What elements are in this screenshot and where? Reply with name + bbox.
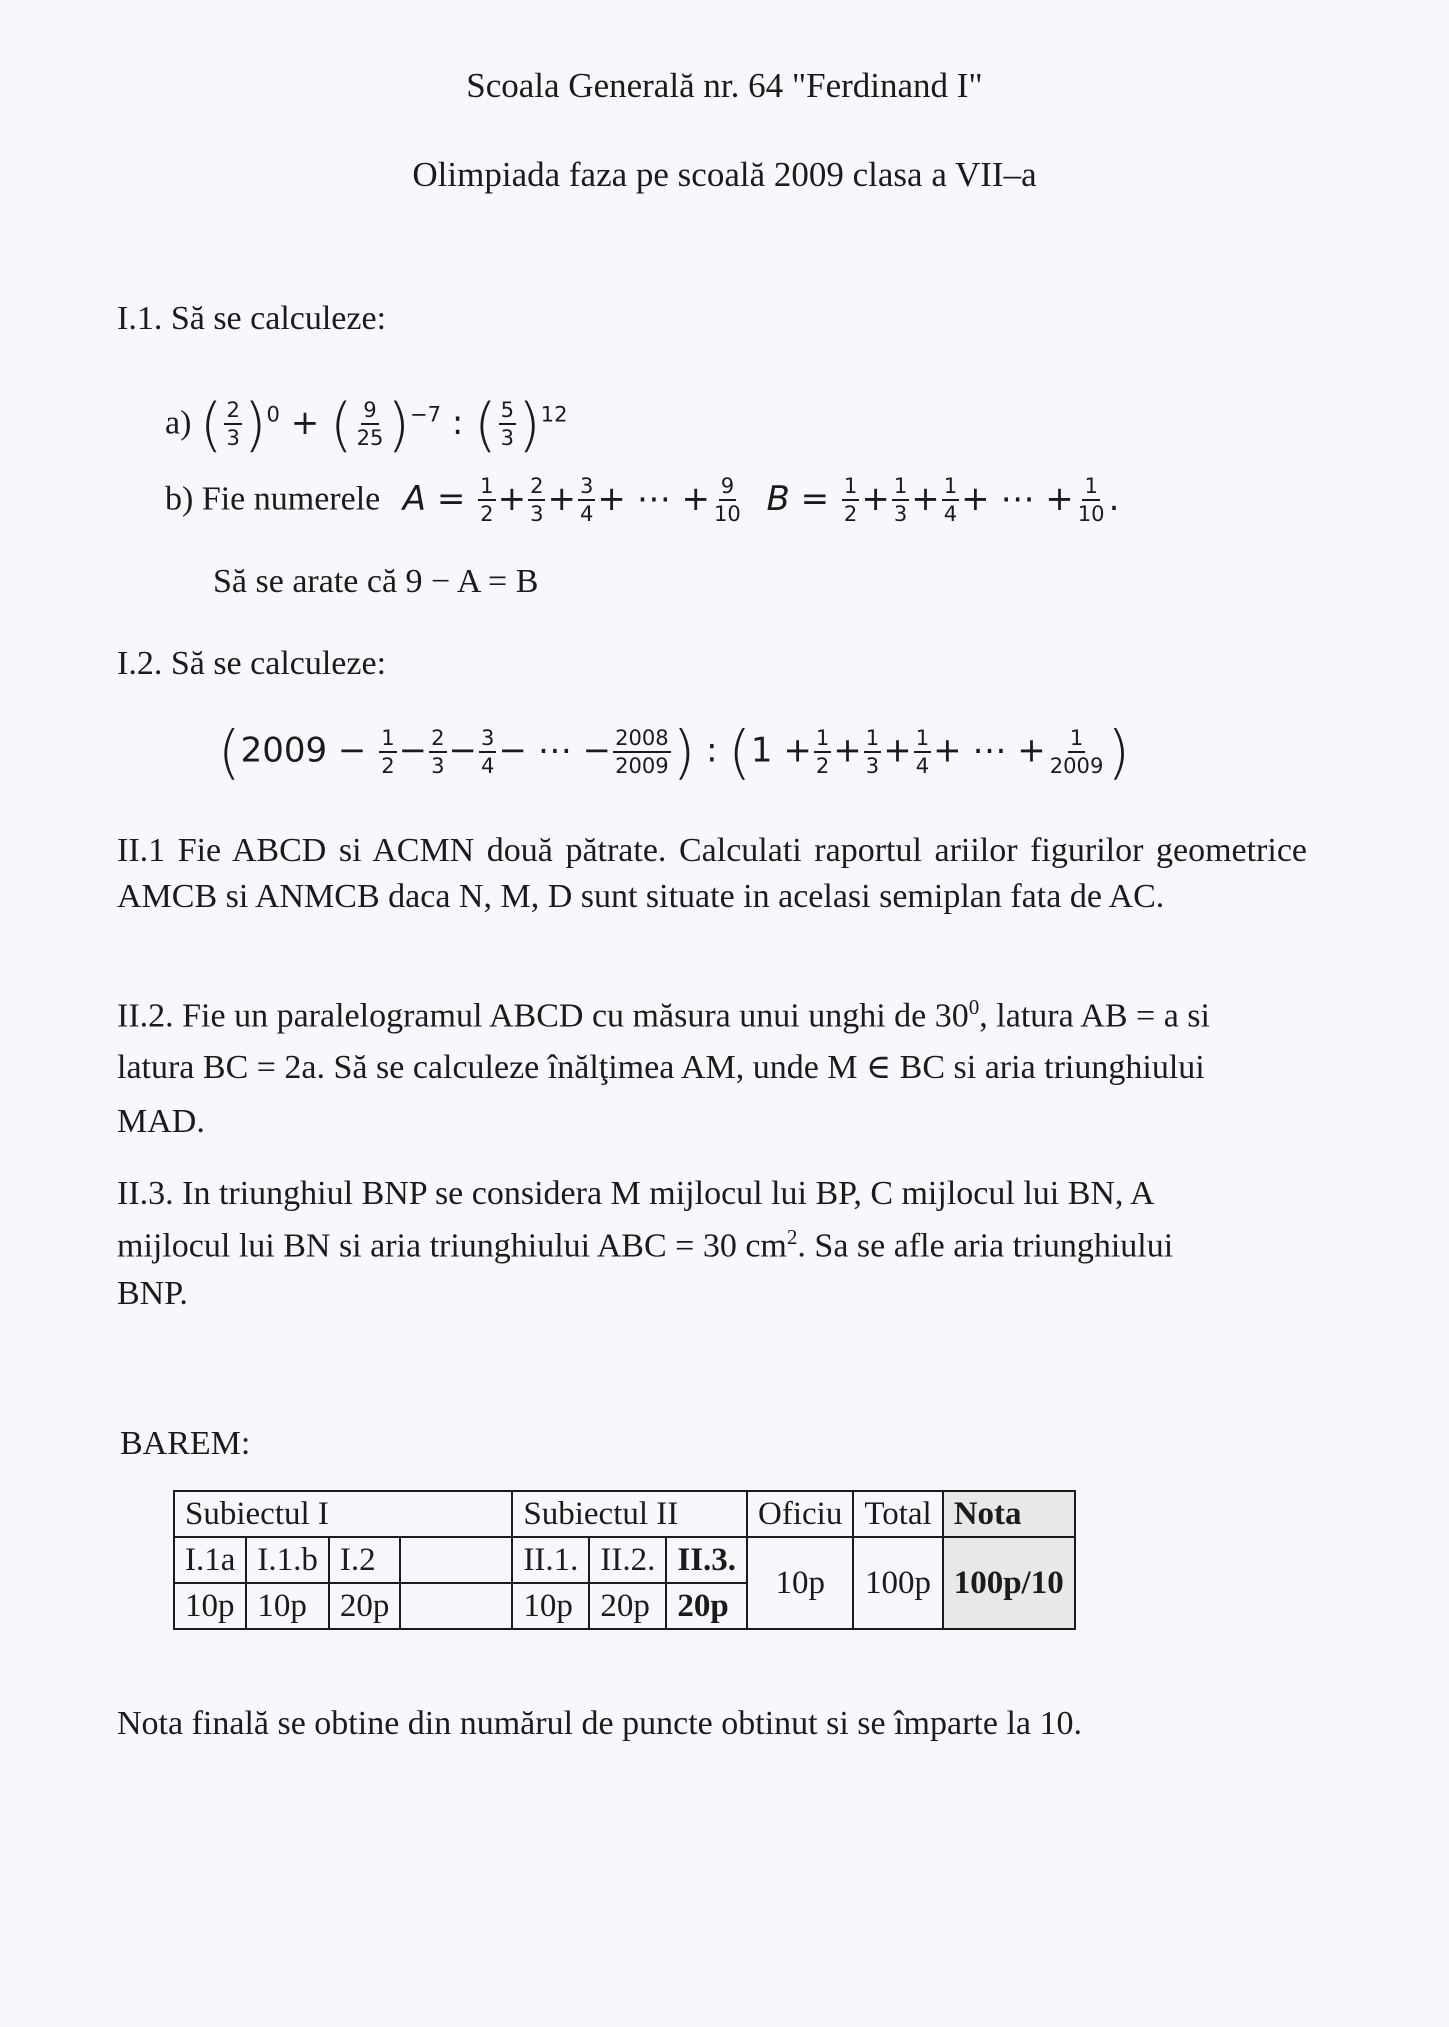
part-b-expression: A = $\frac{1}{2}$ + $\frac{2}{3}$ + $\frac{3}{4}$ + ⋯ + $\frac{9}{10}$ B = $\frac{1}{2}$ + $\frac{1}{3}$ + $\frac{1}{4}$ + ⋯ + $\frac{1}{10}$ . [402,473,1120,527]
part-a-expression: ( $\frac{2}{3}$ )$^0$ + ( $\frac{9}{25}$ )$^{-7}$ : ( $\frac{5}{3}$ )$^{12}$ [199,390,568,458]
table-cell: II.1. [512,1537,589,1583]
problem-2-2-line3: MAD. [117,1103,205,1140]
table-cell: II.3. [666,1537,747,1583]
table-row [174,1491,1075,1537]
problem-2-3-line2: mijlocul lui BN si aria triunghiului ABC = 30 $cm^2$. Sa se afle aria triunghiului [117,1225,1174,1265]
total-value: 100p [853,1537,942,1629]
table-cell: 10p [246,1583,329,1629]
table-row [174,1537,1075,1583]
school-name: Scoala Generală nr. 64 "Ferdinand I" [466,66,983,105]
table-cell: 20p [329,1583,401,1629]
part-b-label: b) Fie numerele [165,480,381,518]
subject-2-header: Subiectul II [512,1491,747,1537]
problem-2-2-line2: latura BC = 2a. Să se calculeze înălţimea AM, unde M ∈ BC si aria triunghiului [117,1049,1205,1086]
exam-subtitle: Olimpiada faza pe scoală 2009 clasa a VII–a [412,155,1037,194]
nota-header: Nota [943,1491,1075,1537]
problem-1-1-heading: I.1. Să se calculeze: [117,300,387,337]
problem-2-3-line1: II.3. In triunghiul BNP se considera M mijlocul lui BP, C mijlocul lui BN, A [117,1175,1155,1212]
part-b-statement: Să se arate că 9 − A = B [213,563,539,600]
problem-2-2-line1: II.2. Fie un paralelogramul ABCD cu măsura unui unghi de $30^0$, latura AB = a si [117,995,1210,1035]
problem-1-1-b [165,475,1119,525]
problem-1-2-heading: I.2. Să se calculeze: [117,645,387,682]
problem-2-1: II.1 Fie ABCD si ACMN două pătrate. Calculati raportul ariilor figurilor geometrice AMCB si ANMCB daca N, M, D sunt situate in acelasi semiplan fata de AC. [117,832,1307,915]
table-cell: I.1a [174,1537,246,1583]
barem-table [173,1490,1076,1630]
table-cell: II.2. [589,1537,666,1583]
table-cell: 10p [174,1583,246,1629]
problem-1-1-a [165,390,567,458]
table-cell: 10p [512,1583,589,1629]
problem-2-3-line3: BNP. [117,1275,188,1312]
final-note: Nota finală se obtine din numărul de puncte obtinut si se împarte la 10. [117,1705,1082,1742]
table-cell: I.1.b [246,1537,329,1583]
table-cell: 20p [589,1583,666,1629]
oficiu-header: Oficiu [747,1491,853,1537]
table-cell [400,1537,512,1583]
table-cell: 20p [666,1583,747,1629]
nota-value: 100p/10 [943,1537,1075,1629]
oficiu-value: 10p [747,1537,853,1629]
table-cell [400,1583,512,1629]
total-header: Total [853,1491,942,1537]
problem-1-2-expression: (2009 − $\frac{1}{2}$ − $\frac{2}{3}$ − $\frac{3}{4}$ − ⋯ − $\frac{2008}{2009}$ ) : (1 + $\frac{1}{2}$ + $\frac{1}{3}$ + $\frac{1}{4}$ + ⋯ + $\frac{1}{2009}$ ) [218,718,1130,786]
barem-title: BAREM: [120,1425,251,1462]
table-cell: I.2 [329,1537,401,1583]
part-a-label: a) [165,404,192,442]
subject-1-header: Subiectul I [174,1491,512,1537]
